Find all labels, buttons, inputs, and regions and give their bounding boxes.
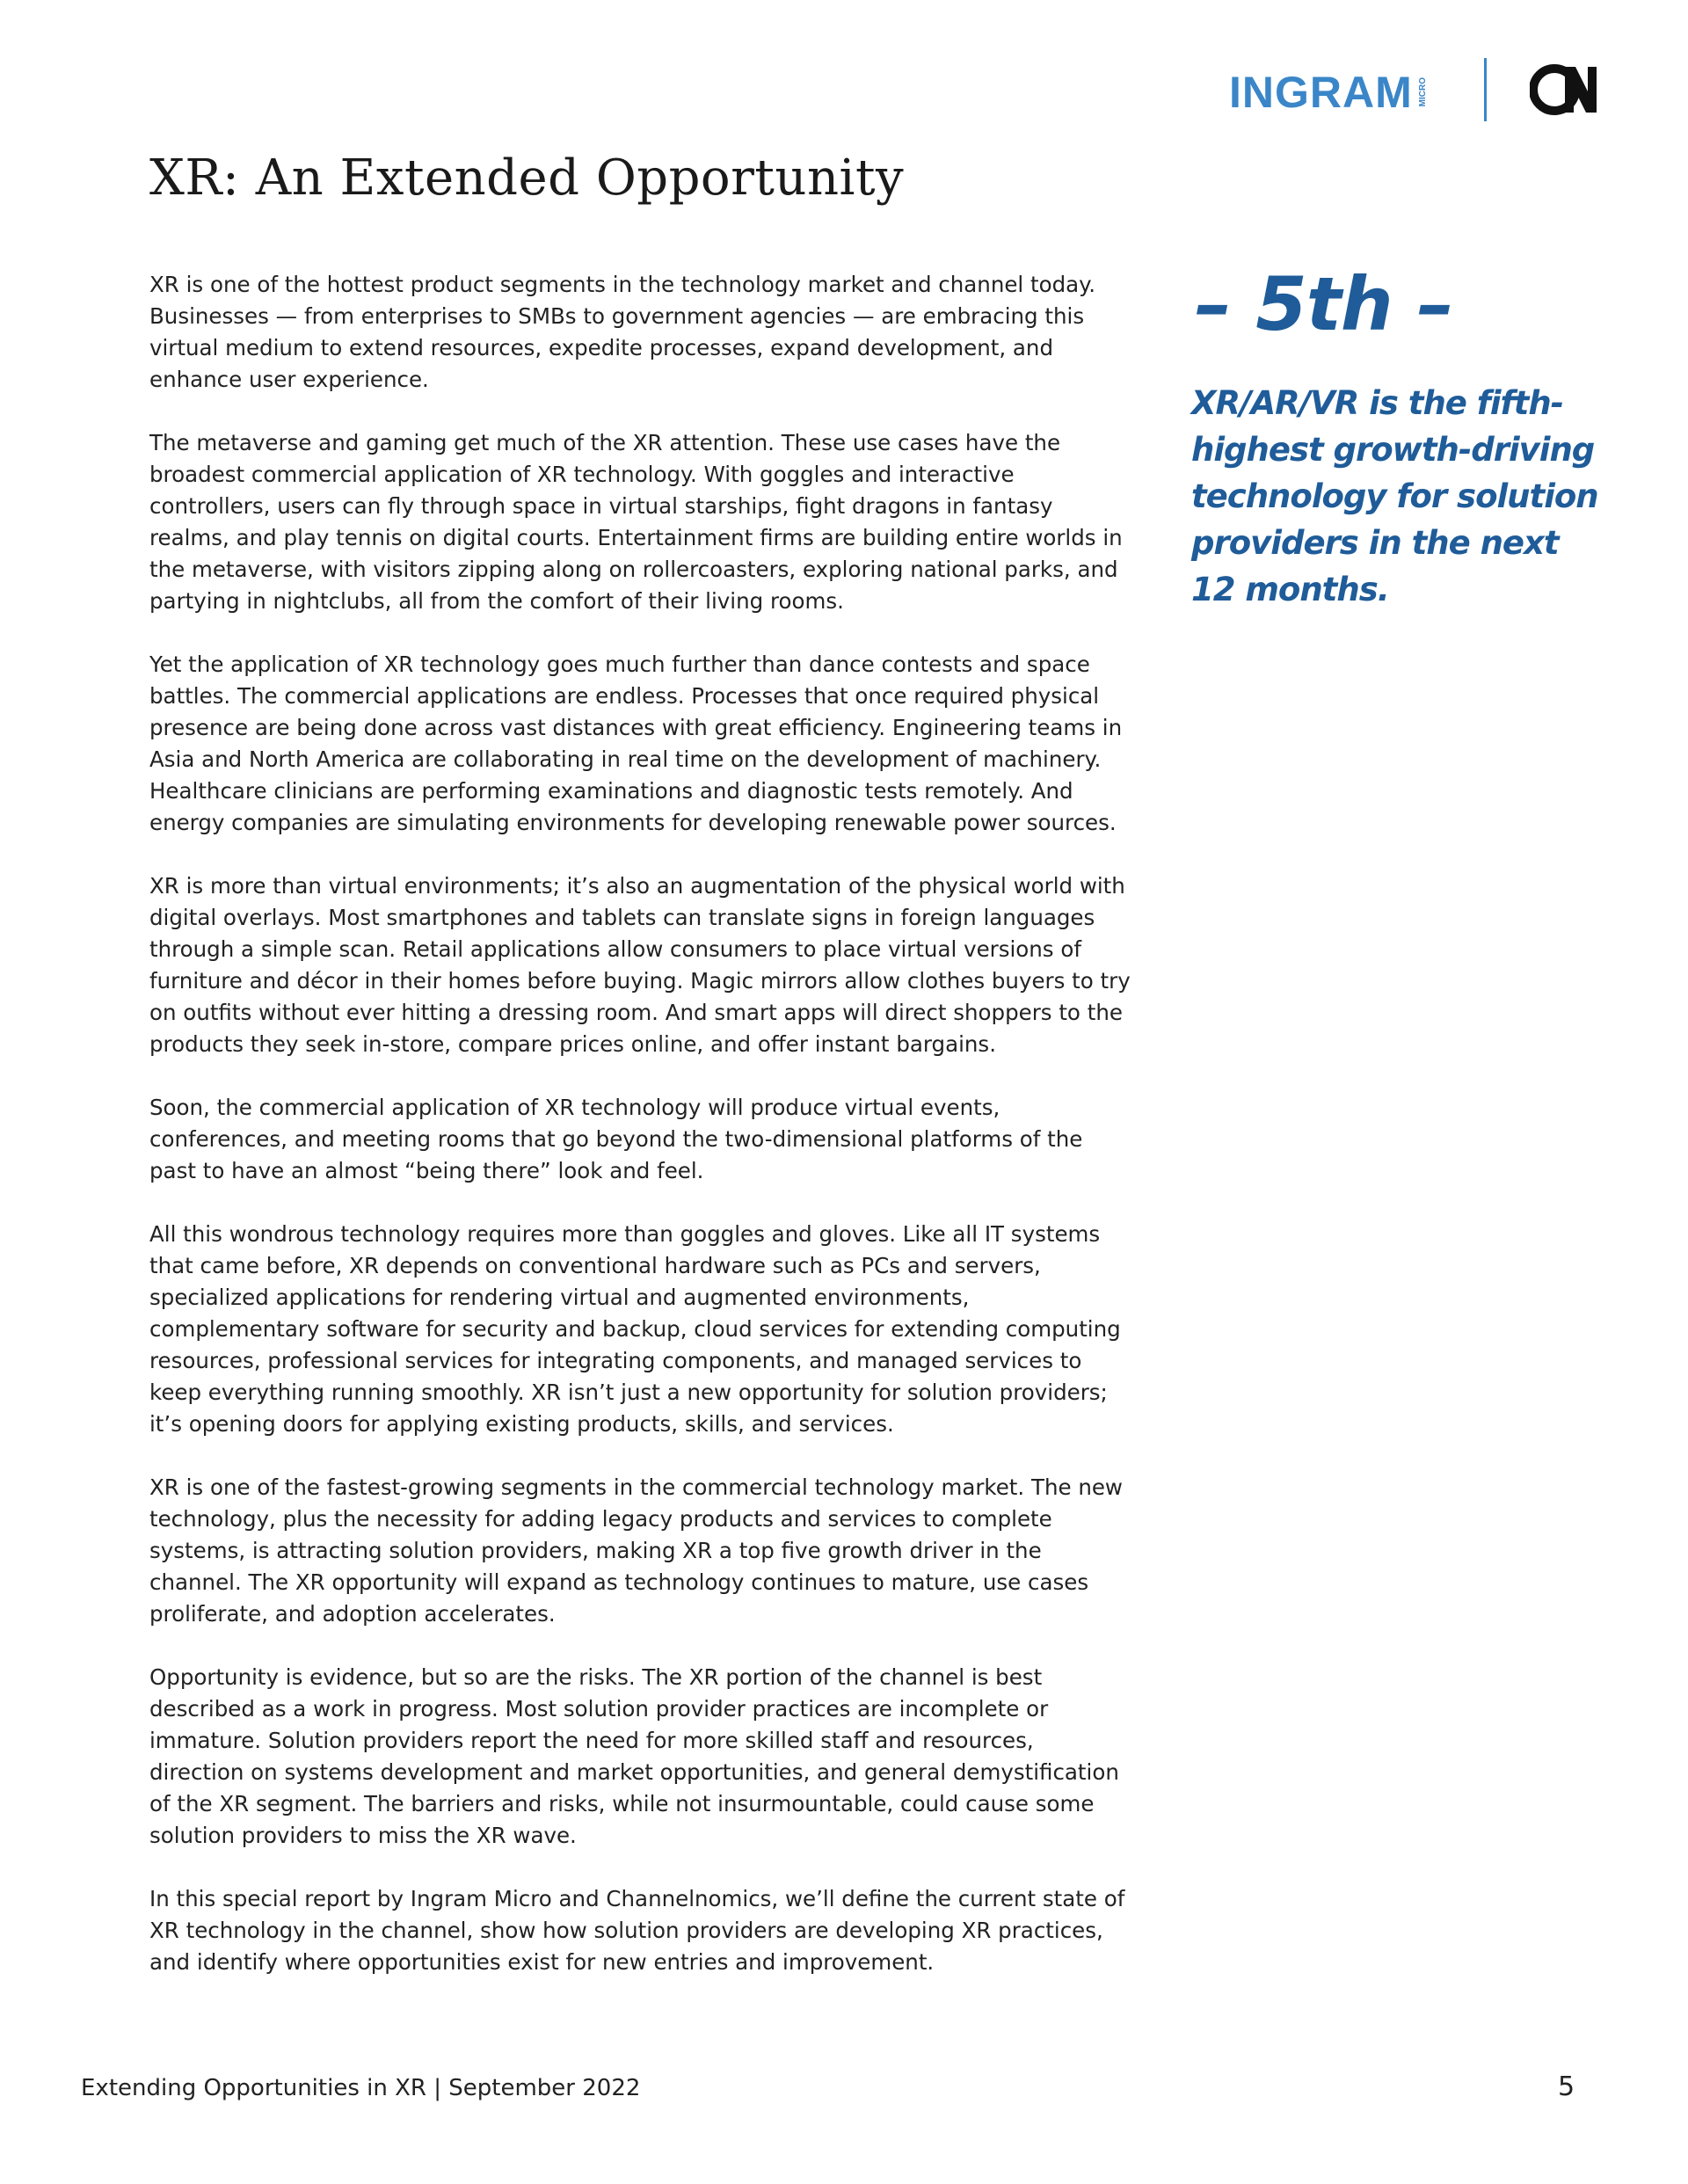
paragraph: Opportunity is evidence, but so are the risks. The XR portion of the channel is best described as a work in progress. Most solution provider practices are incomplete or immature. Solution providers report the need for more skilled staff and resources, direction on systems development and market opportunities, and general demystification of the XR segment. The barriers and risks, while not insurmountable, could cause some solution providers to miss the XR wave. — [149, 1664, 1119, 1848]
paragraph: XR is more than virtual environments; it’s also an augmentation of the physical world with digital overlays. Most smartphones and tablets can translate signs in foreign languages through a simple scan. Retail applications allow consumers to place virtual versions of furniture and décor in their homes before buying. Magic mirrors allow clothes buyers to try on outfits without ever hitting a dressing room. And smart apps will direct shoppers to the products they seek in-store, compare prices online, and offer instant bargains. — [149, 873, 1131, 1057]
paragraph: Soon, the commercial application of XR technology will produce virtual events, conferences, and meeting rooms that go beyond the two-dimensional platforms of the past to have an almost “being there” look and feel. — [149, 1095, 1083, 1183]
page-number: 5 — [1558, 2071, 1575, 2102]
stat-callout — [1191, 261, 1604, 613]
ingram-micro-logo — [1229, 68, 1428, 117]
paragraph: All this wondrous technology requires more than goggles and gloves. Like all IT systems that came before, XR depends on conventional hardware such as PCs and servers, specialized applications for rendering virtual and augmented environments, complementary software for security and backup, cloud services for extending computing resources, professional services for integrating components, and managed services to keep everything running smoothly. XR isn’t just a new opportunity for solution providers; it’s opening doors for applying existing products, skills, and services. — [149, 1221, 1121, 1437]
callout-stat: – 5th – — [1195, 261, 1453, 347]
ingram-logo-text: INGRAM — [1229, 68, 1413, 117]
paragraph: In this special report by Ingram Micro and Channelnomics, we’ll define the current state of XR technology in the channel, show how solution providers are developing XR practices, and identify where opportunities exist for new entries and improvement. — [149, 1886, 1125, 1975]
paragraph: XR is one of the hottest product segments in the technology market and channel today. Businesses — from enterprises to SMBs to government agencies — are embracing this virtual medium to extend resources, expedite processes, expand development, and enhance user experience. — [149, 272, 1095, 392]
paragraph: The metaverse and gaming get much of the XR attention. These use cases have the broadest commercial application of XR technology. With goggles and interactive controllers, users can fly through space in virtual starships, fight dragons in fantasy realms, and play tennis on digital courts. Entertainment firms are building entire worlds in the metaverse, with visitors zipping along on rollercoasters, exploring national parks, and partying in nightclubs, all from the comfort of their living rooms. — [149, 430, 1123, 614]
footer-text: Extending Opportunities in XR | September 2022 — [81, 2075, 641, 2101]
paragraph: Yet the application of XR technology goes much further than dance contests and space battles. The commercial applications are endless. Processes that once required physical presence are being done across vast distances with great efficiency. Engineering teams in Asia and North America are collaborating in real time on the development of machinery. Healthcare clinicians are performing examinations and diagnostic tests remotely. And energy companies are simulating environments for developing renewable power sources. — [149, 652, 1123, 835]
channelnomics-logo-icon — [1530, 62, 1597, 118]
paragraph: XR is one of the fastest-growing segments in the commercial technology market. The new technology, plus the necessity for adding legacy products and services to complete systems, is attracting solution providers, making XR a top five growth driver in the channel. The XR opportunity will expand as technology continues to mature, use cases proliferate, and adoption accelerates. — [149, 1474, 1123, 1627]
micro-logo-text: MICRO — [1417, 77, 1428, 107]
page-title: XR: An Extended Opportunity — [149, 149, 905, 207]
page-header — [1213, 53, 1618, 132]
article-body — [149, 269, 1134, 2010]
callout-text: XR/AR/VR is the fifth-highest growth-driving technology for solution providers in the next 12 months. — [1191, 384, 1598, 609]
header-divider — [1484, 58, 1487, 121]
